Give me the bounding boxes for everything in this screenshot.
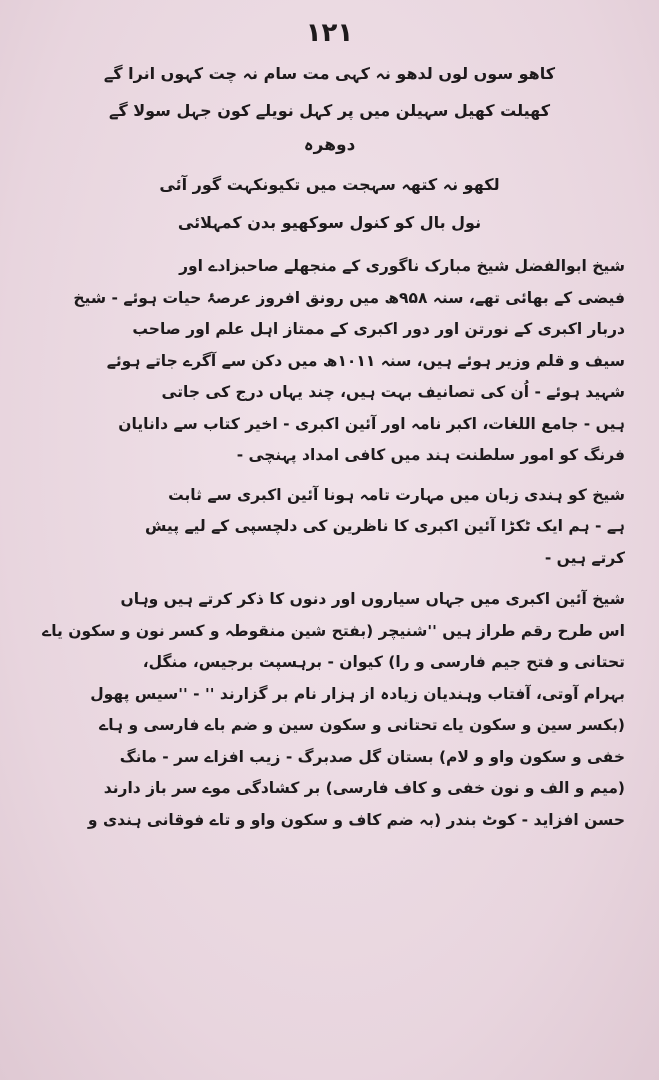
- verse-line: کاهو سوں لوں لدھو نہ کہی مت سام نہ چت کہوں انرا گے: [103, 64, 556, 83]
- text-line: شیخ کو ہندی زبان میں مہارت تامہ ہونا آئین اکبری سے ثابت: [168, 485, 625, 504]
- paragraph-biography: [34, 251, 625, 472]
- text-line: شیخ ابوالفضل شیخ مبارک ناگوری کے منجھلے صاحبزادے اور: [179, 257, 625, 275]
- paragraph-hindi-mastery: [34, 480, 625, 575]
- doha-line: نول بال کو کنول سوکھیو بدن کمہلائی: [177, 213, 482, 232]
- text-line: ہیں - جامع اللغات، اکبر نامہ اور آئین اکبری - اخیر کتاب سے دانایان: [118, 414, 625, 433]
- text-line: ہے - ہم ایک ٹکڑا آئین اکبری کا ناظرین کی دلچسپی کے لیے پیش: [145, 517, 625, 535]
- text-line: فرنگ کو امور سلطنت ہند میں کافی امداد پہنچی -: [236, 446, 625, 464]
- text-line: اس طرح رقم طراز ہیں ''شنیچر (بفتح شین منقوطہ و کسر نون و سکون یاے: [42, 621, 625, 640]
- text-line: خفی و سکون واو و لام) بستان گل صدبرگ - زیب افزاے سر - مانگ: [119, 747, 625, 766]
- text-line: تحتانی و فتح جیم فارسی و را) کیوان - برہسپت برجیس، منگل،: [142, 653, 625, 671]
- paragraph-ain-akbari-excerpt: [34, 584, 625, 836]
- doha-line: لکھو نہ کتھہ سہجت میں تکیونکہت گور آئی: [159, 175, 500, 194]
- text-line: شہید ہوئے - اُن کی تصانیف بہت ہیں، چند یہاں درج کی جاتی: [161, 383, 625, 401]
- text-line: (بکسر سین و سکون یاے تحتانی و سکون سین و ضم باے فارسی و ہاے: [99, 716, 625, 734]
- text-line: فیضی کے بھائی تھے، سنہ ۹۵۸ھ میں رونق افروز عرصۂ حیات ہوئے - شیخ: [73, 288, 625, 307]
- text-line: شیخ آئین اکبری میں جہاں سیاروں اور دنوں کا ذکر کرتے ہیں وہاں: [120, 590, 625, 608]
- text-line: دربار اکبری کے نورتن اور دور اکبری کے ممتاز اہل علم اور صاحب: [132, 320, 625, 338]
- text-line: حسن افزاید - کوٹ بندر (بہ ضم کاف و سکون واو و تاے فوقانی ہندی و: [87, 810, 625, 829]
- text-line: بہرام آوتی، آفتاب وہندیان زیادہ از ہزار نام بر گزارند '' - ''سیس پھول: [90, 684, 625, 703]
- verse-line: کھیلت کھیل سہیلن میں پر کہل نویلے کون جہل سولا گے: [108, 101, 551, 120]
- doha-heading: دوھرہ: [303, 135, 356, 155]
- page-number: ۱۲۱: [305, 18, 354, 48]
- text-line: (میم و الف و نون خفی و کاف فارسی) بر کشادگی موے سر باز دارند: [103, 779, 625, 797]
- text-line: سیف و قلم وزیر ہوئے ہیں، سنہ ۱۰۱۱ھ میں دکن سے آگرے جاتے ہوئے: [106, 351, 625, 370]
- text-line: کرتے ہیں -: [544, 548, 625, 567]
